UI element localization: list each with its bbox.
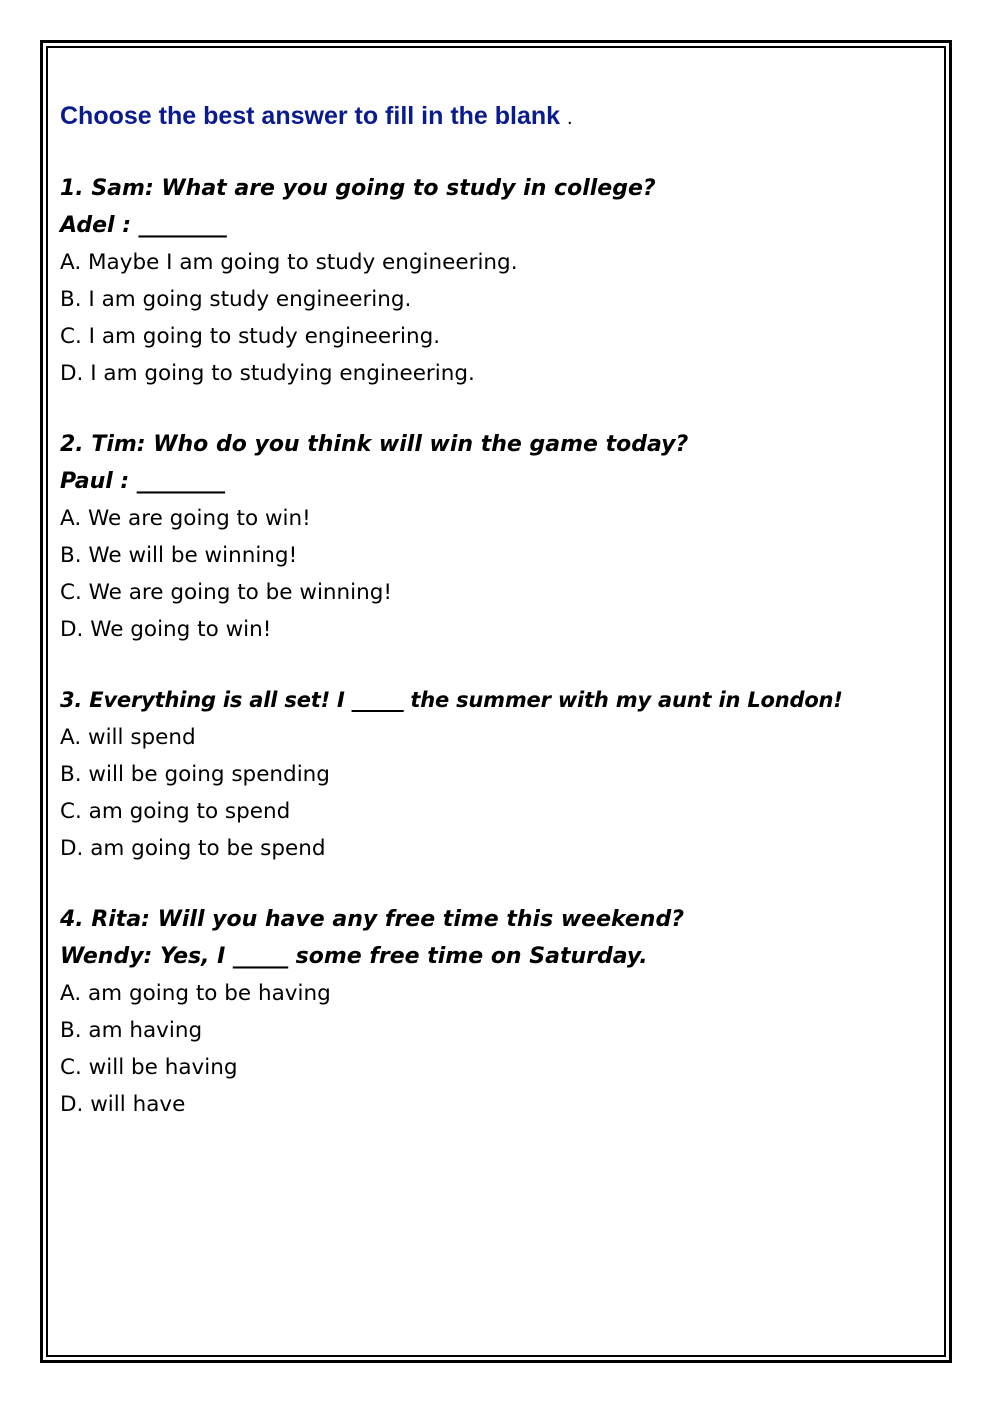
question-3-option-d: D. am going to be spend [60, 836, 326, 861]
question-3-option-a: A. will spend [60, 725, 196, 750]
question-4-prompt: 4. Rita: Will you have any free time this weekend? [60, 907, 684, 932]
worksheet-title [60, 96, 930, 136]
question-2-option-c: C. We are going to be winning! [60, 580, 393, 605]
question-4-option-b: B. am having [60, 1018, 203, 1043]
question-2-reply: Paul : ________ [60, 469, 225, 494]
question-3-prompt: 3. Everything is all set! I _____ the summer with my aunt in London! [60, 688, 843, 712]
question-1-option-d: D. I am going to studying engineering. [60, 361, 475, 386]
worksheet-title-period: . [567, 107, 573, 129]
question-4-reply: Wendy: Yes, I _____ some free time on Saturday. [60, 944, 648, 969]
question-2-option-d: D. We going to win! [60, 617, 272, 642]
worksheet-content [60, 96, 930, 1123]
question-2 [60, 426, 930, 648]
question-2-prompt: 2. Tim: Who do you think will win the game today? [60, 432, 689, 457]
question-3-option-c: C. am going to spend [60, 799, 291, 824]
question-4 [60, 901, 930, 1123]
question-2-option-b: B. We will be winning! [60, 543, 298, 568]
question-3-option-b: B. will be going spending [60, 762, 330, 787]
worksheet-title-text: Choose the best answer to fill in the blank [60, 102, 561, 130]
question-4-option-c: C. will be having [60, 1055, 238, 1080]
question-1-option-b: B. I am going study engineering. [60, 287, 412, 312]
question-2-option-a: A. We are going to win! [60, 506, 311, 531]
question-1 [60, 170, 930, 392]
question-1-reply: Adel : ________ [60, 213, 227, 238]
question-4-option-d: D. will have [60, 1092, 186, 1117]
question-1-prompt: 1. Sam: What are you going to study in college? [60, 176, 656, 201]
question-1-option-a: A. Maybe I am going to study engineering. [60, 250, 518, 275]
question-4-option-a: A. am going to be having [60, 981, 331, 1006]
question-1-option-c: C. I am going to study engineering. [60, 324, 441, 349]
question-3 [60, 682, 930, 867]
